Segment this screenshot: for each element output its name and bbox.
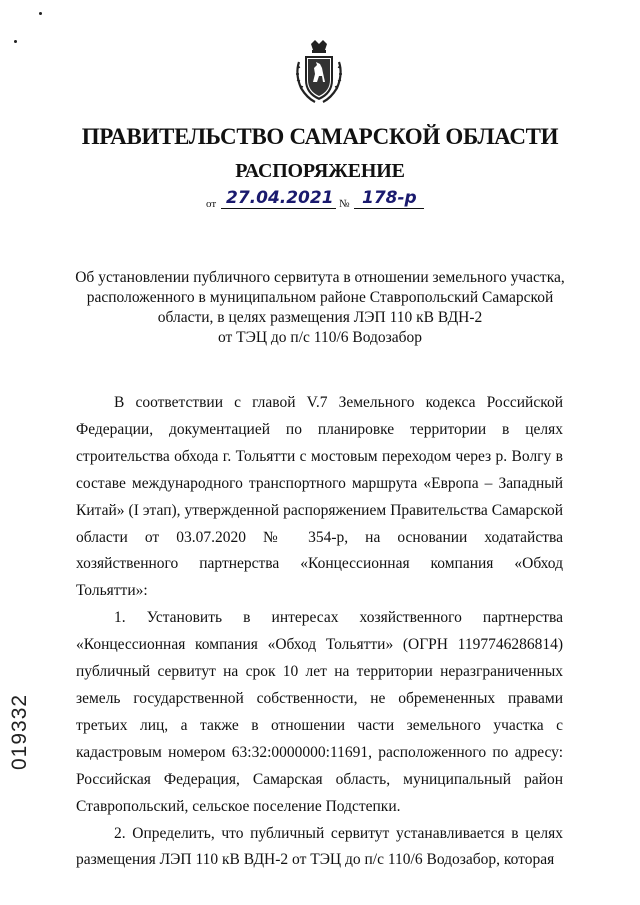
document-body (76, 390, 563, 874)
body-paragraph: 2. Определить, что публичный сервитут устанавливается в целях размещения ЛЭП 110 кВ ВДН-2 от ТЭЦ до п/с 110/6 Водозабор, которая (76, 824, 563, 869)
scan-speck (14, 40, 17, 43)
date-number-line (206, 190, 436, 214)
subject-line: от ТЭЦ до п/с 110/6 Водозабор (217, 329, 423, 346)
subject-line: расположенного в муниципальном районе Ставропольский Самарской (86, 289, 554, 306)
body-paragraph: 1. Установить в интересах хозяйственного партнерства «Концессионная компания «Обход Тольятти» (ОГРН 1197746286814) публичный сервитут на срок 10 лет на территории неразграниченных земель государственной собственности, не обремененных правами третьих лиц, а также в отношении части земельного участка с кадастровым номером 63:32:0000000:11691, расположенного по адресу: Российская Федерация, Самарская область, муниципальный район Ставропольский, сельское поселение Подстепки. (76, 609, 563, 815)
date-underline (221, 208, 336, 209)
handwritten-date: 27.04.2021 (226, 188, 334, 208)
organization-title: ПРАВИТЕЛЬСТВО САМАРСКОЙ ОБЛАСТИ (81, 124, 559, 149)
subject-line: Об установлении публичного сервитута в отношении земельного участка, (75, 269, 565, 286)
handwritten-number: 178-р (362, 188, 417, 208)
subject-line: области, в целях размещения ЛЭП 110 кВ ВДН-2 (157, 309, 483, 326)
body-paragraph: В соответствии с главой V.7 Земельного кодекса Российской Федерации, документацией по планировке территории в целях строительства обхода г. Тольятти с мостовым переходом через р. Волгу в составе международного транспортного маршрута «Европа – Западный Китай» (I этап), утвержденной распоряжением Правительства Самарской области от 03.07.2020 № 354-р, на основании ходатайства хозяйственного партнерства «Концессионная компания «Обход Тольятти»: (76, 394, 563, 600)
date-from-label: от (206, 198, 217, 210)
coat-of-arms-icon (293, 40, 345, 104)
scan-speck (39, 12, 42, 15)
number-underline (354, 208, 424, 209)
document-type: РАСПОРЯЖЕНИЕ (235, 160, 405, 182)
document-subject (60, 268, 580, 348)
number-label: № (339, 198, 350, 210)
side-serial-number: 019332 (8, 693, 31, 770)
